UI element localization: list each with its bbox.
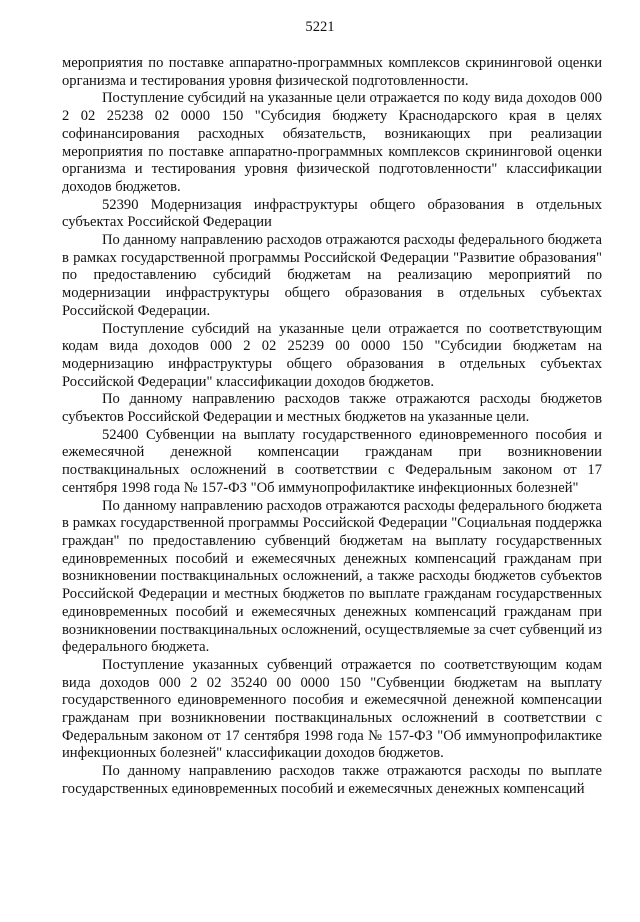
paragraph: Поступление субсидий на указанные цели отражается по соответствующим кодам вида доходов 000 2 02 25239 00 0000 150 "Субсидии бюджетам на модернизацию инфраструктуры общего образования в отдельных субъектах Российской Федерации" классификации доходов бюджетов. — [62, 320, 602, 390]
paragraph: По данному направлению расходов отражаются расходы федерального бюджета в рамках государственной программы Российской Федерации "Социальная поддержка граждан" по предоставлению субвенций бюджетам на выплату государственных единовременных пособий и ежемесячных денежных компенсаций гражданам при возникновении поствакцинальных осложнений, а также расходы бюджетов субъектов Российской Федерации и местных бюджетов по выплате гражданам государственных единовременных пособий и ежемесячных денежных компенсаций гражданам при возникновении поствакцинальных осложнений, осуществляемые за счет субвенций из федерального бюджета. — [62, 497, 602, 656]
paragraph: 52390 Модернизация инфраструктуры общего образования в отдельных субъектах Российской Федерации — [62, 196, 602, 231]
paragraph: Поступление субсидий на указанные цели отражается по коду вида доходов 000 2 02 25238 02 0000 150 "Субсидия бюджету Краснодарского края в целях софинансирования расходных обязательств, возникающих при реализации мероприятия по поставке аппаратно-программных комплексов скрининговой оценки организма и тестирования уровня физической подготовленности" классификации доходов бюджетов. — [62, 90, 602, 195]
paragraph: Поступление указанных субвенций отражается по соответствующим кодам вида доходов 000 2 02 35240 00 0000 150 "Субвенции бюджетам на выплату государственного единовременного пособия и ежемесячной денежной компенсации гражданам при возникновении поствакцинальных осложнений в соответствии с Федеральным законом от 17 сентября 1998 года № 157-ФЗ "Об иммунопрофилактике инфекционных болезней" классификации доходов бюджетов. — [62, 656, 602, 762]
paragraph: По данному направлению расходов также отражаются расходы по выплате государственных единовременных пособий и ежемесячных денежных компенсаций — [62, 763, 602, 797]
page-number: 5221 — [305, 19, 335, 35]
paragraph: мероприятия по поставке аппаратно-программных комплексов скрининговой оценки организма и тестирования уровня физической подготовленности. — [62, 55, 602, 89]
document-body — [62, 55, 602, 799]
paragraph: По данному направлению расходов также отражаются расходы бюджетов субъектов Российской Федерации и местных бюджетов на указанные цели. — [62, 391, 602, 426]
paragraph: 52400 Субвенции на выплату государственного единовременного пособия и ежемесячной денежной компенсации гражданам при возникновении поствакцинальных осложнений в соответствии с Федеральным законом от 17 сентября 1998 года № 157-ФЗ "Об иммунопрофилактике инфекционных болезней" — [62, 426, 602, 496]
paragraph: По данному направлению расходов отражаются расходы федерального бюджета в рамках государственной программы Российской Федерации "Развитие образования" по предоставлению субсидий бюджетам на реализацию мероприятий по модернизации инфраструктуры общего образования в отдельных субъектах Российской Федерации. — [62, 232, 602, 319]
